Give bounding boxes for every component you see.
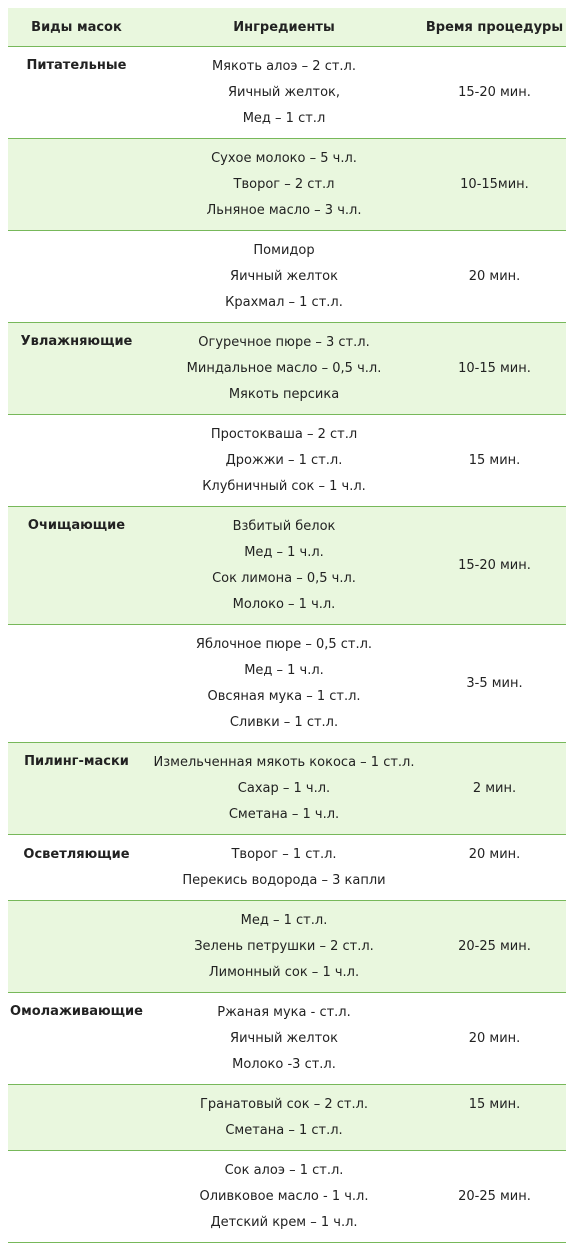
cell-ingredients xyxy=(145,47,423,139)
ingredient-line: Мед – 1 ч.л. xyxy=(244,545,324,560)
cell-procedure-time: 2 мин. xyxy=(423,743,566,835)
ingredient-line: Ржаная мука - ст.л. xyxy=(217,1005,351,1020)
cell-ingredients xyxy=(145,139,423,231)
ingredient-line: Перекись водорода – 3 капли xyxy=(182,873,386,888)
table-row xyxy=(8,835,566,901)
cell-mask-type xyxy=(8,139,145,231)
cell-procedure-time: 20-25 мин. xyxy=(423,1151,566,1243)
masks-table xyxy=(8,8,566,1243)
cell-mask-type: Питательные xyxy=(8,47,145,139)
cell-procedure-time: 20 мин. xyxy=(423,993,566,1085)
cell-ingredients xyxy=(145,1151,423,1243)
ingredient-line: Яичный желток xyxy=(230,269,338,284)
table-row xyxy=(8,625,566,743)
ingredient-line: Взбитый белок xyxy=(232,519,336,534)
cell-ingredients xyxy=(145,231,423,323)
ingredient-line: Молоко – 1 ч.л. xyxy=(232,597,336,612)
cell-mask-type xyxy=(8,1085,145,1151)
cell-mask-type xyxy=(8,1151,145,1243)
table-row xyxy=(8,415,566,507)
ingredient-line: Мед – 1 ст.л xyxy=(242,111,326,126)
cell-mask-type xyxy=(8,231,145,323)
cell-ingredients xyxy=(145,743,423,835)
ingredient-line: Мякоть алоэ – 2 ст.л. xyxy=(211,59,357,74)
table-row xyxy=(8,507,566,625)
cell-ingredients xyxy=(145,993,423,1085)
ingredient-line: Крахмал – 1 ст.л. xyxy=(225,295,343,310)
table-row xyxy=(8,993,566,1085)
ingredient-line: Творог – 1 ст.л. xyxy=(231,847,337,862)
cell-mask-type: Увлажняющие xyxy=(8,323,145,415)
cell-procedure-time: 20 мин. xyxy=(423,835,566,901)
ingredient-line: Зелень петрушки – 2 ст.л. xyxy=(194,939,374,954)
ingredient-line: Миндальное масло – 0,5 ч.л. xyxy=(186,361,382,376)
ingredient-line: Мед – 1 ст.л. xyxy=(240,913,328,928)
cell-mask-type xyxy=(8,901,145,993)
masks-table-container xyxy=(8,8,566,1243)
ingredient-line: Сливки – 1 ст.л. xyxy=(229,715,339,730)
cell-procedure-time: 15 мин. xyxy=(423,1085,566,1151)
ingredient-line: Мякоть персика xyxy=(228,387,340,402)
ingredient-line: Сметана – 1 ч.л. xyxy=(228,807,340,822)
table-row xyxy=(8,1085,566,1151)
ingredient-line: Сахар – 1 ч.л. xyxy=(237,781,331,796)
ingredient-line: Молоко -3 ст.л. xyxy=(232,1057,336,1072)
cell-mask-type: Осветляющие xyxy=(8,835,145,901)
ingredient-line: Дрожжи – 1 ст.л. xyxy=(225,453,343,468)
ingredient-line: Помидор xyxy=(253,243,315,258)
cell-procedure-time: 15 мин. xyxy=(423,415,566,507)
ingredient-line: Яичный желток, xyxy=(227,85,341,100)
table-row xyxy=(8,231,566,323)
cell-mask-type xyxy=(8,415,145,507)
cell-procedure-time: 20 мин. xyxy=(423,231,566,323)
ingredient-line: Клубничный сок – 1 ч.л. xyxy=(202,479,366,494)
cell-ingredients xyxy=(145,901,423,993)
ingredient-line: Детский крем – 1 ч.л. xyxy=(210,1215,358,1230)
cell-procedure-time: 20-25 мин. xyxy=(423,901,566,993)
ingredient-line: Овсяная мука – 1 ст.л. xyxy=(207,689,361,704)
cell-ingredients xyxy=(145,507,423,625)
ingredient-line: Оливковое масло - 1 ч.л. xyxy=(199,1189,369,1204)
ingredient-line: Мед – 1 ч.л. xyxy=(244,663,324,678)
ingredient-line: Сок лимона – 0,5 ч.л. xyxy=(212,571,356,586)
ingredient-line: Льняное масло – 3 ч.л. xyxy=(206,203,362,218)
cell-mask-type: Очищающие xyxy=(8,507,145,625)
ingredient-line: Лимонный сок – 1 ч.л. xyxy=(208,965,360,980)
table-row xyxy=(8,323,566,415)
cell-ingredients xyxy=(145,835,423,901)
cell-procedure-time: 10-15мин. xyxy=(423,139,566,231)
header-type: Виды масок xyxy=(8,8,145,47)
table-row xyxy=(8,901,566,993)
ingredient-line: Яблочное пюре – 0,5 ст.л. xyxy=(195,637,373,652)
header-ingredients: Ингредиенты xyxy=(145,8,423,47)
ingredient-line: Яичный желток xyxy=(230,1031,338,1046)
ingredient-line: Сметана – 1 ст.л. xyxy=(225,1123,343,1138)
cell-mask-type xyxy=(8,625,145,743)
table-row xyxy=(8,47,566,139)
cell-mask-type: Омолаживающие xyxy=(8,993,145,1085)
cell-ingredients xyxy=(145,625,423,743)
ingredient-line: Гранатовый сок – 2 ст.л. xyxy=(199,1097,369,1112)
ingredient-line: Творог – 2 ст.л xyxy=(233,177,335,192)
cell-ingredients xyxy=(145,323,423,415)
cell-procedure-time: 10-15 мин. xyxy=(423,323,566,415)
table-row xyxy=(8,1151,566,1243)
cell-mask-type: Пилинг-маски xyxy=(8,743,145,835)
table-body xyxy=(8,47,566,1243)
ingredient-line: Сухое молоко – 5 ч.л. xyxy=(211,151,357,166)
table-row xyxy=(8,743,566,835)
cell-procedure-time: 15-20 мин. xyxy=(423,47,566,139)
ingredient-line: Огуречное пюре – 3 ст.л. xyxy=(198,335,370,350)
cell-ingredients xyxy=(145,1085,423,1151)
cell-procedure-time: 3-5 мин. xyxy=(423,625,566,743)
ingredient-line: Измельченная мякоть кокоса – 1 ст.л. xyxy=(153,755,415,770)
header-time: Время процедуры xyxy=(423,8,566,47)
cell-procedure-time: 15-20 мин. xyxy=(423,507,566,625)
header-row xyxy=(8,8,566,47)
ingredient-line: Сок алоэ – 1 ст.л. xyxy=(224,1163,344,1178)
table-row xyxy=(8,139,566,231)
cell-ingredients xyxy=(145,415,423,507)
ingredient-line: Простокваша – 2 ст.л xyxy=(210,427,358,442)
